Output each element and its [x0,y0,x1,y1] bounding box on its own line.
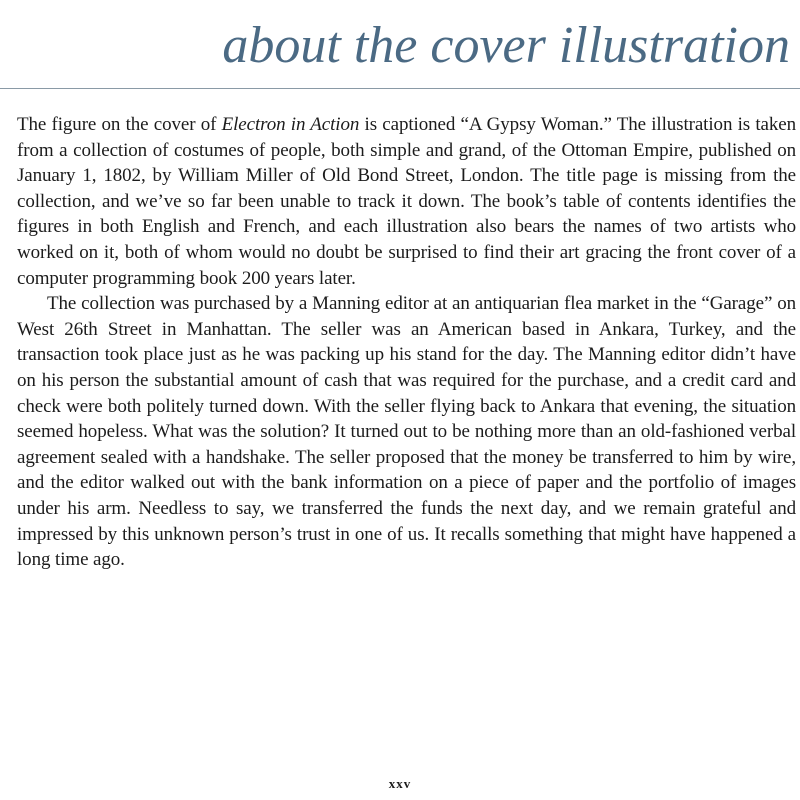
body-text [17,112,796,573]
page-heading: about the cover illustration [222,17,790,74]
page-number: xxv [388,776,412,791]
heading-rule [0,88,800,89]
book-title: Electron in Action [221,114,360,135]
paragraph-1 [17,112,796,291]
paragraph-1-lead: The figure on the cover of [17,114,222,135]
paragraph-2: The collection was purchased by a Manning editor at an antiquarian flea market in the “Garage” on West 26th Street in Manhattan. The seller was an American based in Ankara, Turkey, and the transaction took place just as he was packing up his stand for the day. The Manning editor didn’t have on his person the substantial amount of cash that was required for the purchase, and a credit card and check were both politely turned down. With the seller flying back to Ankara that evening, the situation seemed hopeless. What was the solution? It turned out to be nothing more than an old-fashioned verbal agreement sealed with a handshake. The seller proposed that the money be transferred to him by wire, and the editor walked out with the bank information on a piece of paper and the portfolio of images under his arm. Needless to say, we transferred the funds the next day, and we remain grateful and impressed by this unknown person’s trust in one of us. It recalls something that might have happened a long time ago. [17,293,796,571]
paragraph-1-rest: is captioned “A Gypsy Woman.” The illustration is taken from a collection of costumes of people, both simple and grand, of the Ottoman Empire, published on January 1, 1802, by William Miller of Old Bond Street, London. The title page is missing from the collection, and we’ve so far been unable to track it down. The book’s table of contents identifies the figures in both English and French, and each illustration also bears the names of two artists who worked on it, both of whom would no doubt be surprised to find their art gracing the front cover of a computer programming book 200 years later. [17,114,796,289]
